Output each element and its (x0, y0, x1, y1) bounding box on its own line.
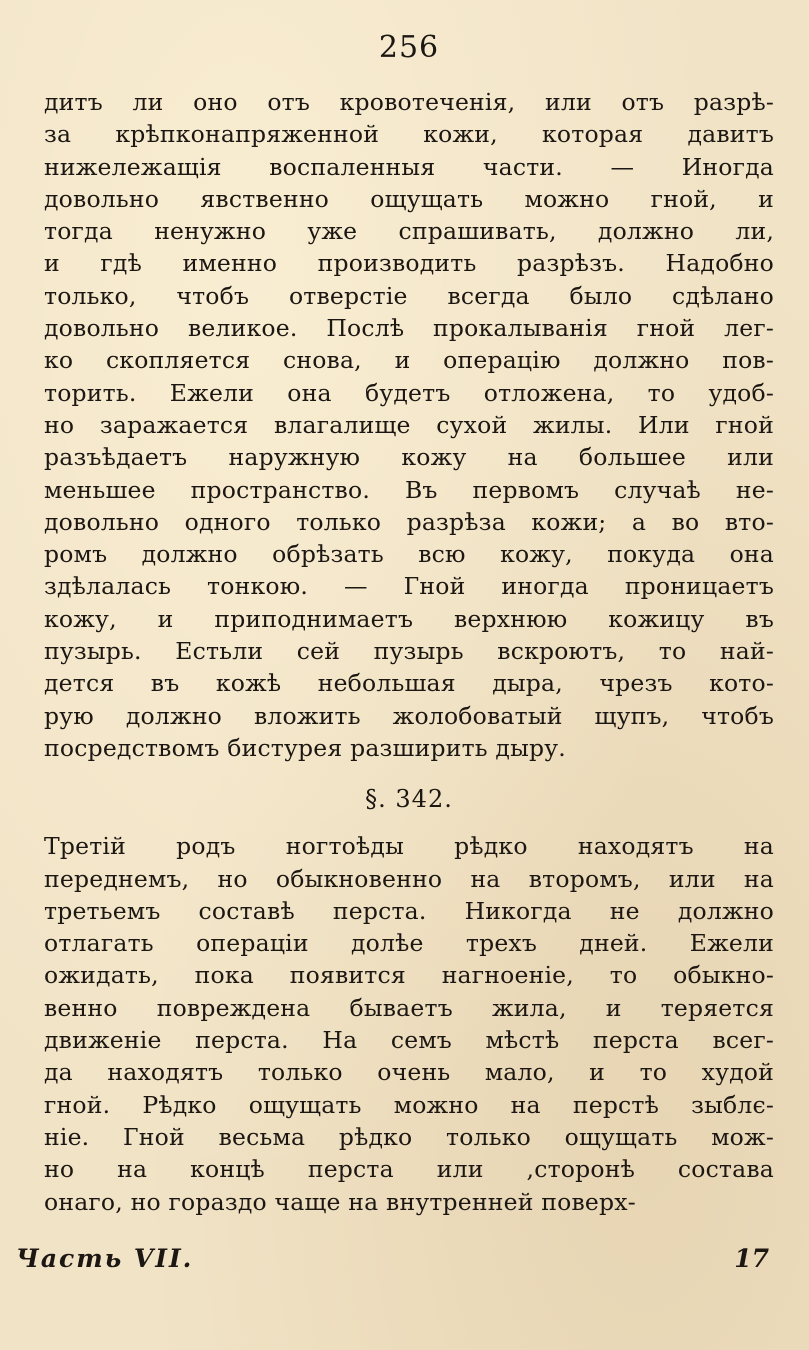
text-line: здѣлалась тонкою. — Гной иногда проницаетъ (44, 572, 774, 601)
text-line: разъѣдаетъ наружную кожу на большее или (44, 443, 774, 472)
text-line: но заражается влагалище сухой жилы. Или гной (44, 410, 774, 439)
text-line: торить. Ежели она будетъ отложена, то удоб- (44, 378, 774, 407)
signature-mark: Часть VII. (16, 1243, 194, 1273)
text-line: дется въ кожѣ небольшая дыра, чрезъ кото- (44, 669, 774, 698)
text-line: да находятъ только очень мало, и то худой (44, 1058, 774, 1087)
text-line: но на концѣ перста или ,сторонѣ состава (44, 1155, 774, 1184)
text-line: ко скопляется снова, и операцію должно пов- (44, 346, 774, 375)
text-line: венно повреждена бываетъ жила, и теряется (44, 993, 774, 1022)
text-line: только, чтобъ отверстіе всегда было сдѣлано (44, 281, 774, 310)
text-line: движеніе перста. На семъ мѣстѣ перста всег- (44, 1026, 774, 1055)
text-line: нижележащія воспаленныя части. — Иногда (44, 152, 774, 181)
text-line: ожидать, пока появится нагноеніе, то обыкно- (44, 961, 774, 990)
text-line: Третій родъ ногтоѣды рѣдко находятъ на (44, 832, 774, 861)
signature-number: 17 (734, 1243, 769, 1273)
text-line: кожу, и приподнимаетъ верхнюю кожицу въ (44, 604, 774, 633)
page-number: 256 (378, 30, 440, 65)
text-line: рую должно вложить жолобоватый щупъ, чтобъ (44, 701, 774, 730)
text-line: гной. Рѣдко ощущать можно на перстѣ зыблє- (44, 1090, 774, 1119)
text-line: отлагать операціи долѣе трехъ дней. Ежели (44, 929, 774, 958)
text-line: ромъ должно обрѣзать всю кожу, покуда она (44, 540, 774, 569)
paragraph-1 (44, 86, 774, 764)
text-line: и гдѣ именно производить разрѣзъ. Надобно (44, 249, 774, 278)
book-page (44, 28, 774, 1328)
text-line: дитъ ли оно отъ кровотеченія, или отъ разрѣ- (44, 88, 774, 116)
text-line: переднемъ, но обыкновенно на второмъ, или на (44, 864, 774, 893)
text-line: за крѣпконапряженной кожи, которая давитъ (44, 120, 774, 149)
text-line: онаго, но гораздо чаще на внутренней поверх- (44, 1187, 636, 1216)
page-footer (16, 1238, 769, 1278)
text-line: довольно явственно ощущать можно гной, и (44, 184, 774, 213)
text-line: довольно одного только разрѣза кожи; а во вто- (44, 507, 774, 536)
text-line: меньшее пространство. Въ первомъ случаѣ не- (44, 475, 774, 504)
section-heading: §. 342. (365, 785, 453, 814)
text-line: третьемъ составѣ перста. Никогда не должно (44, 896, 774, 925)
paragraph-2 (44, 830, 774, 1218)
text-line: посредствомъ бистурея разширить дыру. (44, 733, 566, 762)
text-line: пузырь. Естьли сей пузырь вскроютъ, то най- (44, 637, 774, 666)
text-line: тогда ненужно уже спрашивать, должно ли, (44, 217, 774, 246)
text-line: довольно великое. Послѣ прокалыванія гной лег- (44, 314, 774, 343)
text-line: ніе. Гной весьма рѣдко только ощущать мож- (44, 1122, 774, 1151)
